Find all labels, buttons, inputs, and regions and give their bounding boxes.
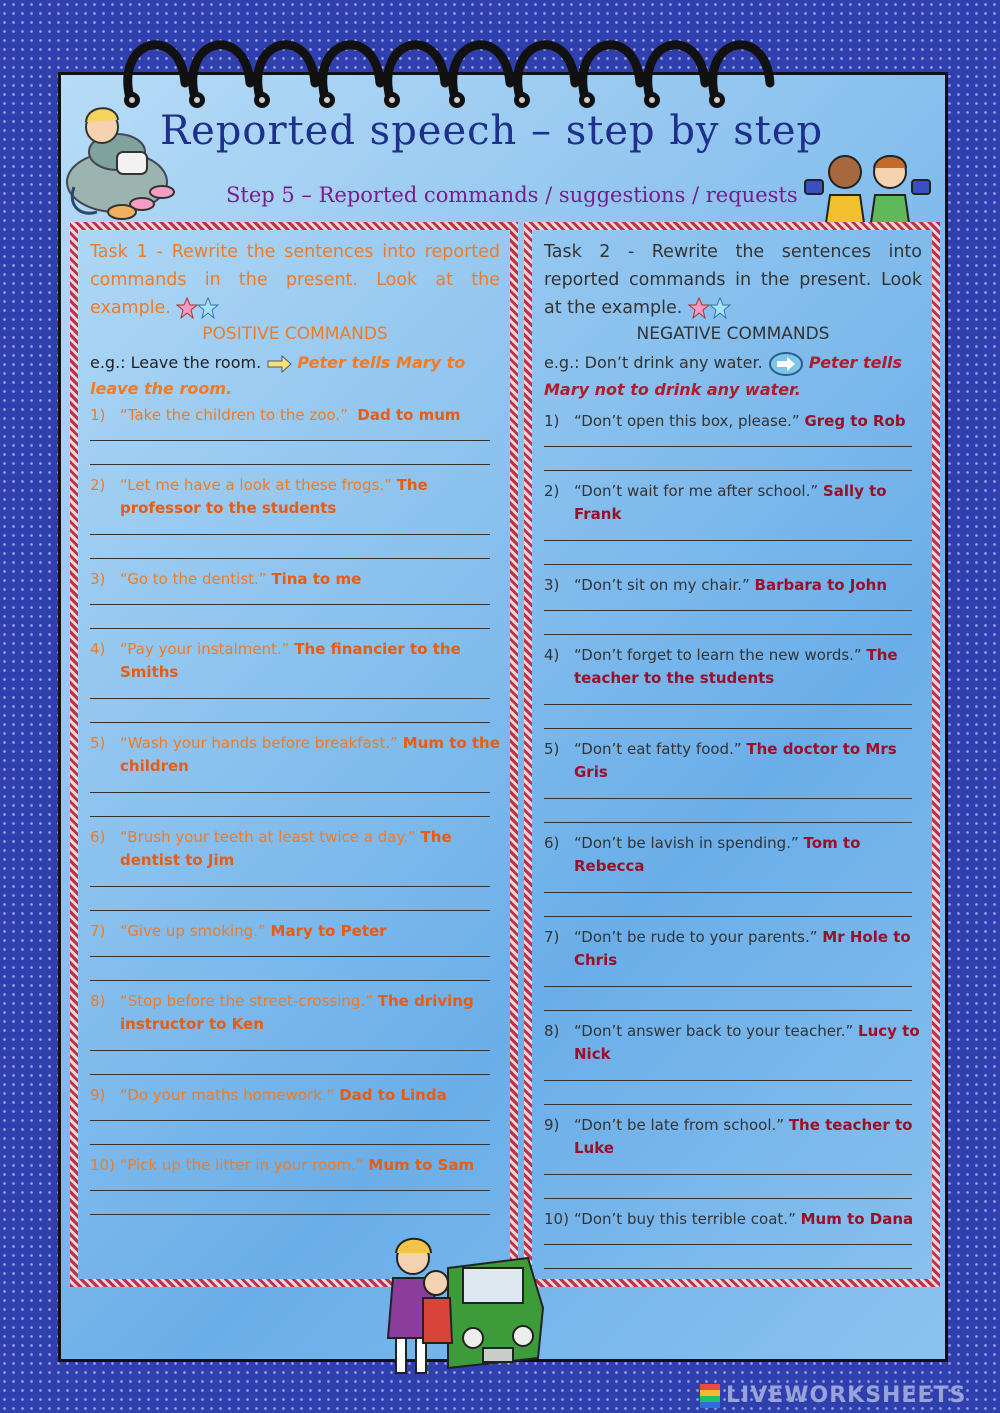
task1-item: 9) “Do your maths homework.” Dad to Linda [90,1086,447,1104]
liveworksheets-brand: LIVEWORKSHEETS [700,1383,1000,1411]
answer-line[interactable] [544,1198,912,1199]
answer-line[interactable] [90,956,490,957]
task2-item: 1) “Don’t open this box, please.” Greg to Rob [544,412,906,430]
answer-line[interactable] [90,534,490,535]
answer-line[interactable] [544,634,912,635]
task2-example: e.g.: Don’t drink any water. Peter tells Mary not to drink any water. [544,350,922,403]
answer-line[interactable] [544,540,912,541]
task1-instruction: Task 1 - Rewrite the sentences into reported commands in the present. Look at the example. [90,242,500,318]
answer-line[interactable] [90,980,490,981]
girl-on-phone-illustration [62,92,182,222]
answer-line[interactable] [544,1244,912,1245]
answer-line[interactable] [90,558,490,559]
task2-panel [524,222,940,1287]
task1-item: 3) “Go to the dentist.” Tina to me [90,570,362,588]
answer-line[interactable] [90,628,490,629]
answer-line[interactable] [90,722,490,723]
task1-item: 2) “Let me have a look at these frogs.” The professor to the students [90,476,428,517]
task1-example: e.g.: Leave the room. Peter tells Mary to leave the room. [90,353,466,398]
answer-line[interactable] [544,986,912,987]
task2-heading: NEGATIVE COMMANDS [636,324,830,344]
task2-item: 10) “Don’t buy this terrible coat.” Mum to Dana [544,1210,914,1228]
answer-line[interactable] [544,892,912,893]
task2-instruction: Task 2 - Rewrite the sentences into reported commands in the present. Look at the example. [544,242,922,318]
task1-item: 7) “Give up smoking.” Mary to Peter [90,922,387,940]
kids-with-car-illustration [378,1228,548,1388]
answer-line[interactable] [544,798,912,799]
answer-line[interactable] [544,564,912,565]
stars-icon [688,297,732,319]
task1-item: 8) “Stop before the street-crossing.” The driving instructor to Ken [90,992,474,1033]
liveworksheets-logo-icon [700,1384,720,1408]
answer-line[interactable] [90,1050,490,1051]
answer-line[interactable] [544,1174,912,1175]
answer-line[interactable] [544,1080,912,1081]
task1-item: 10) “Pick up the litter in your room.” Mum to Sam [90,1156,475,1174]
pencil-arrow-icon [266,355,292,373]
answer-line[interactable] [544,1104,912,1105]
answer-line[interactable] [90,816,490,817]
task1-item: 1) “Take the children to the zoo.” Dad to mum [90,406,461,424]
task1-panel [70,222,518,1287]
answer-line[interactable] [90,464,490,465]
answer-line[interactable] [544,728,912,729]
answer-line[interactable] [544,470,912,471]
answer-line[interactable] [90,604,490,605]
task2-item: 3) “Don’t sit on my chair.” Barbara to John [544,576,888,594]
task2-item: 7) “Don’t be rude to your parents.” Mr Hole to Chris [544,928,911,969]
task1-heading: POSITIVE COMMANDS [202,324,388,344]
answer-line[interactable] [90,1074,490,1075]
worksheet-subtitle: Step 5 – Reported commands / suggestions / requests [226,183,798,207]
answer-line[interactable] [90,910,490,911]
worksheet-title: Reported speech – step by step [160,108,824,154]
answer-line[interactable] [544,1268,912,1269]
answer-line[interactable] [90,1120,490,1121]
task2-item: 9) “Don’t be late from school.” The teacher to Luke [544,1116,913,1157]
answer-line[interactable] [90,886,490,887]
answer-line[interactable] [90,440,490,441]
answer-line[interactable] [544,704,912,705]
task1-item: 4) “Pay your instalment.” The financier to the Smiths [90,640,461,681]
answer-line[interactable] [90,1144,490,1145]
answer-line[interactable] [544,446,912,447]
answer-line[interactable] [90,698,490,699]
answer-line[interactable] [544,610,912,611]
task1-item: 5) “Wash your hands before breakfast.” Mum to the children [90,734,500,775]
task2-item: 5) “Don’t eat fatty food.” The doctor to Mrs Gris [544,740,897,781]
answer-line[interactable] [90,1190,490,1191]
task2-item: 4) “Don’t forget to learn the new words.” The teacher to the students [544,646,898,687]
kids-illustration [800,150,935,230]
arrow-right-icon [768,351,804,377]
answer-line[interactable] [544,1010,912,1011]
spiral-binding [110,28,890,118]
answer-line[interactable] [90,792,490,793]
task2-item: 6) “Don’t be lavish in spending.” Tom to Rebecca [544,834,861,875]
task1-item: 6) “Brush your teeth at least twice a day.” The dentist to Jim [90,828,452,869]
task2-item: 2) “Don’t wait for me after school.” Sally to Frank [544,482,887,523]
stars-icon [176,297,220,319]
answer-line[interactable] [544,916,912,917]
answer-line[interactable] [90,1214,490,1215]
answer-line[interactable] [544,822,912,823]
task2-item: 8) “Don’t answer back to your teacher.” Lucy to Nick [544,1022,920,1063]
